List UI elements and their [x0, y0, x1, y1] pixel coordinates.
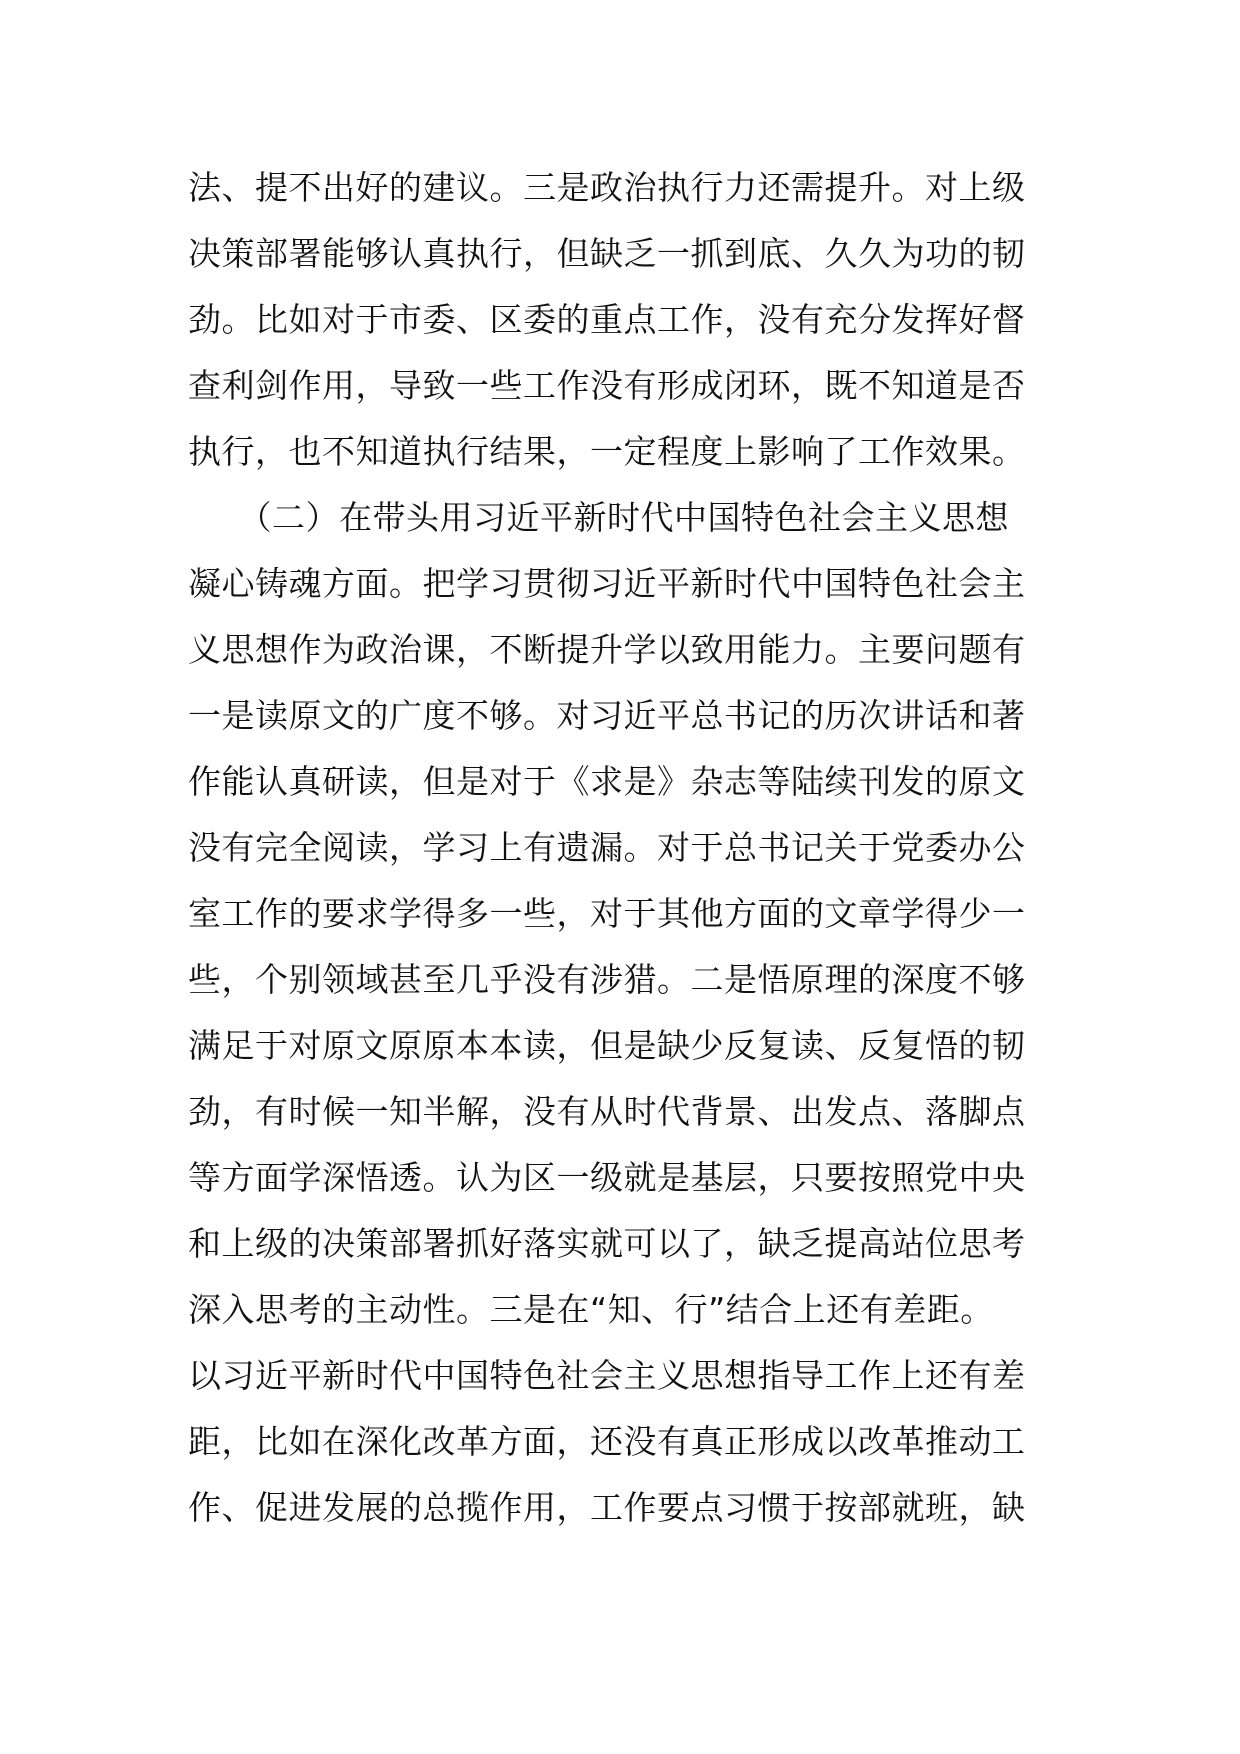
text-line: 些，个别领域甚至几乎没有涉猎。二是悟原理的深度不够 [188, 960, 1026, 999]
text-line: 以习近平新时代中国特色社会主义思想指导工作上还有差 [188, 1356, 1026, 1395]
text-line: 距，比如在深化改革方面，还没有真正形成以改革推动工 [188, 1422, 1026, 1461]
text-line: 和上级的决策部署抓好落实就可以了，缺乏提高站位思考 [188, 1224, 1026, 1263]
text-line: 深入思考的主动性。三是在“知、行”结合上还有差距。 [188, 1290, 994, 1329]
text-line: 决策部署能够认真执行，但缺乏一抓到底、久久为功的韧 [188, 234, 1026, 273]
text-line: 作能认真研读，但是对于《求是》杂志等陆续刊发的原文 [188, 762, 1026, 801]
text-line: 一是读原文的广度不够。对习近平总书记的历次讲话和著 [188, 696, 1026, 735]
text-line: 查利剑作用，导致一些工作没有形成闭环，既不知道是否 [188, 366, 1026, 405]
text-line: 没有完全阅读，学习上有遗漏。对于总书记关于党委办公 [188, 828, 1026, 867]
text-line: 凝心铸魂方面。把学习贯彻习近平新时代中国特色社会主 [188, 564, 1026, 603]
text-line: 法、提不出好的建议。三是政治执行力还需提升。对上级 [188, 168, 1026, 207]
text-line: 劲，有时候一知半解，没有从时代背景、出发点、落脚点 [188, 1092, 1026, 1131]
section-heading-line: （二）在带头用习近平新时代中国特色社会主义思想 [188, 498, 1009, 537]
text-line: 执行，也不知道执行结果，一定程度上影响了工作效果。 [188, 432, 1026, 471]
text-line: 室工作的要求学得多一些，对于其他方面的文章学得少一 [188, 894, 1026, 933]
text-line: 等方面学深悟透。认为区一级就是基层，只要按照党中央 [188, 1158, 1026, 1197]
body-text [188, 155, 1058, 1541]
text-line: 劲。比如对于市委、区委的重点工作，没有充分发挥好督 [188, 300, 1026, 339]
text-line: 满足于对原文原原本本读，但是缺少反复读、反复悟的韧 [188, 1026, 1026, 1065]
text-line: 义思想作为政治课，不断提升学以致用能力。主要问题有 [188, 630, 1026, 669]
text-line: 作、促进发展的总揽作用，工作要点习惯于按部就班，缺 [188, 1488, 1026, 1527]
